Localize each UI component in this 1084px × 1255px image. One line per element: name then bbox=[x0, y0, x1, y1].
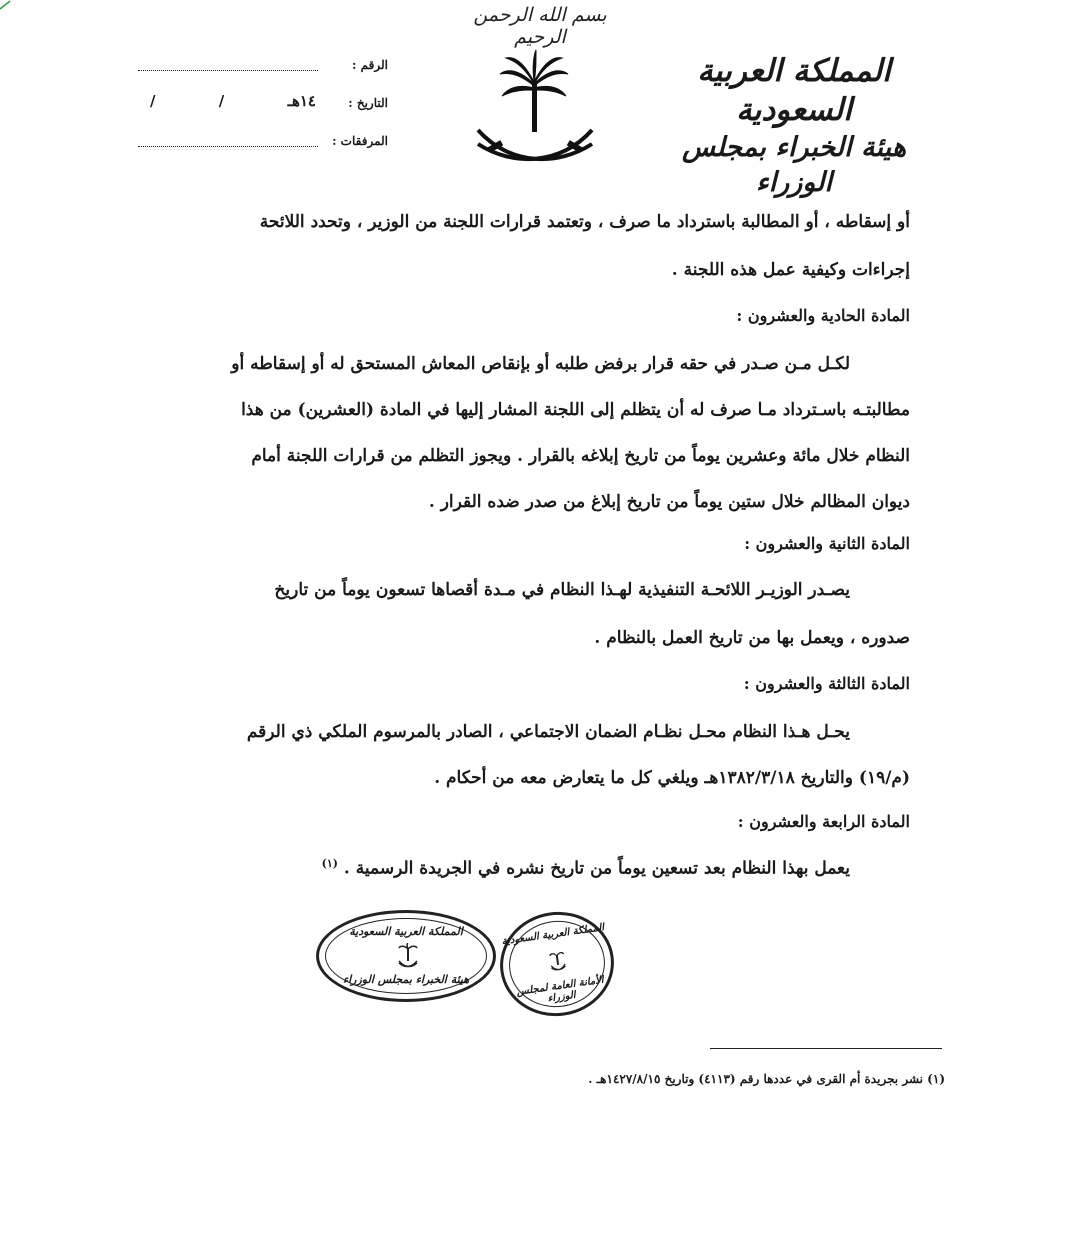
article-24-text: يعمل بهذا النظام بعد تسعين يوماً من تاريخ نشره في الجريدة الرسمية . bbox=[343, 858, 850, 879]
attachments-label: المرفقات : bbox=[332, 134, 388, 148]
kingdom-name: المملكة العربية السعودية bbox=[697, 53, 891, 128]
palm-swords-emblem-icon bbox=[397, 943, 419, 969]
text-line: إجراءات وكيفية عمل هذه اللجنة . bbox=[671, 260, 910, 280]
palm-swords-emblem-icon bbox=[547, 950, 568, 974]
basmala: بسم الله الرحمن الرحيم bbox=[473, 4, 607, 48]
date-row bbox=[138, 94, 388, 132]
date-separator: / bbox=[218, 92, 225, 110]
reference-label: الرقم : bbox=[352, 58, 388, 72]
article-23-heading: المادة الثالثة والعشرون : bbox=[743, 674, 910, 693]
footnote-reference: (١) bbox=[321, 857, 338, 870]
text-line bbox=[322, 858, 850, 878]
article-24-heading: المادة الرابعة والعشرون : bbox=[737, 812, 910, 831]
footnote-separator bbox=[710, 1048, 942, 1049]
footnote: (١) نشر بجريدة أم القرى في عددها رقم (٤١١٣) وتاريخ ١٤٢٧/٨/١٥هـ . bbox=[588, 1072, 945, 1086]
text-line: لكـل مـن صـدر في حقه قرار برفض طلبه أو بإنقاص المعاش المستحق له أو إسقاطه أو bbox=[231, 354, 850, 374]
attachments-row bbox=[138, 132, 388, 170]
date-label: التاريخ : bbox=[348, 96, 388, 110]
seal-top-text: المملكة العربية السعودية bbox=[349, 925, 463, 938]
text-line: يصـدر الوزيـر اللائحـة التنفيذية لهـذا النظام في مـدة أقصاها تسعون يوماً من تاريخ bbox=[274, 580, 850, 600]
article-21-heading: المادة الحادية والعشرون : bbox=[736, 306, 910, 325]
authority-name: هيئة الخبراء بمجلس الوزراء bbox=[681, 131, 907, 198]
reference-block bbox=[138, 56, 388, 170]
date-fields bbox=[138, 92, 328, 110]
date-separator: / bbox=[150, 92, 156, 110]
palm-swords-emblem-icon bbox=[470, 48, 600, 178]
seal-top-text: المملكة العربية السعودية bbox=[501, 922, 605, 948]
secretariat-seal bbox=[493, 905, 620, 1024]
reference-row bbox=[138, 56, 388, 94]
seal-bottom-text: الأمانة العامة لمجلس الوزراء bbox=[515, 974, 605, 1005]
attachments-line bbox=[138, 146, 318, 147]
text-line: ديوان المظالم خلال ستين يوماً من تاريخ إبلاغ من صدر ضده القرار . bbox=[428, 492, 910, 512]
text-line: مطالبتـه باسـترداد مـا صرف له أن يتظلم إلى اللجنة المشار إليها في المادة (العشرين) من هذا bbox=[241, 400, 910, 420]
article-22-heading: المادة الثانية والعشرون : bbox=[744, 534, 910, 553]
authority-seal bbox=[316, 910, 496, 1002]
corner-mark-icon bbox=[0, 0, 12, 10]
text-line: (م/١٩) والتاريخ ١٣٨٢/٣/١٨هـ ويلغي كل ما يتعارض معه من أحكام . bbox=[434, 768, 910, 788]
text-line: صدوره ، ويعمل بها من تاريخ العمل بالنظام . bbox=[594, 628, 910, 648]
seal-bottom-text: هيئة الخبراء بمجلس الوزراء bbox=[342, 973, 470, 986]
date-suffix: ١٤هـ bbox=[287, 92, 316, 110]
issuing-authority-header bbox=[644, 52, 944, 200]
reference-line bbox=[138, 70, 318, 71]
text-line: أو إسقاطه ، أو المطالبة باسترداد ما صرف ، وتعتمد قرارات اللجنة من الوزير ، وتحدد اللائحة bbox=[259, 212, 910, 232]
text-line: النظام خلال مائة وعشرين يوماً من تاريخ إبلاغه بالقرار . ويجوز التظلم من قرارات اللجنة أمام bbox=[251, 446, 910, 466]
text-line: يحـل هـذا النظام محـل نظـام الضمان الاجتماعي ، الصادر بالمرسوم الملكي ذي الرقم bbox=[246, 722, 850, 742]
